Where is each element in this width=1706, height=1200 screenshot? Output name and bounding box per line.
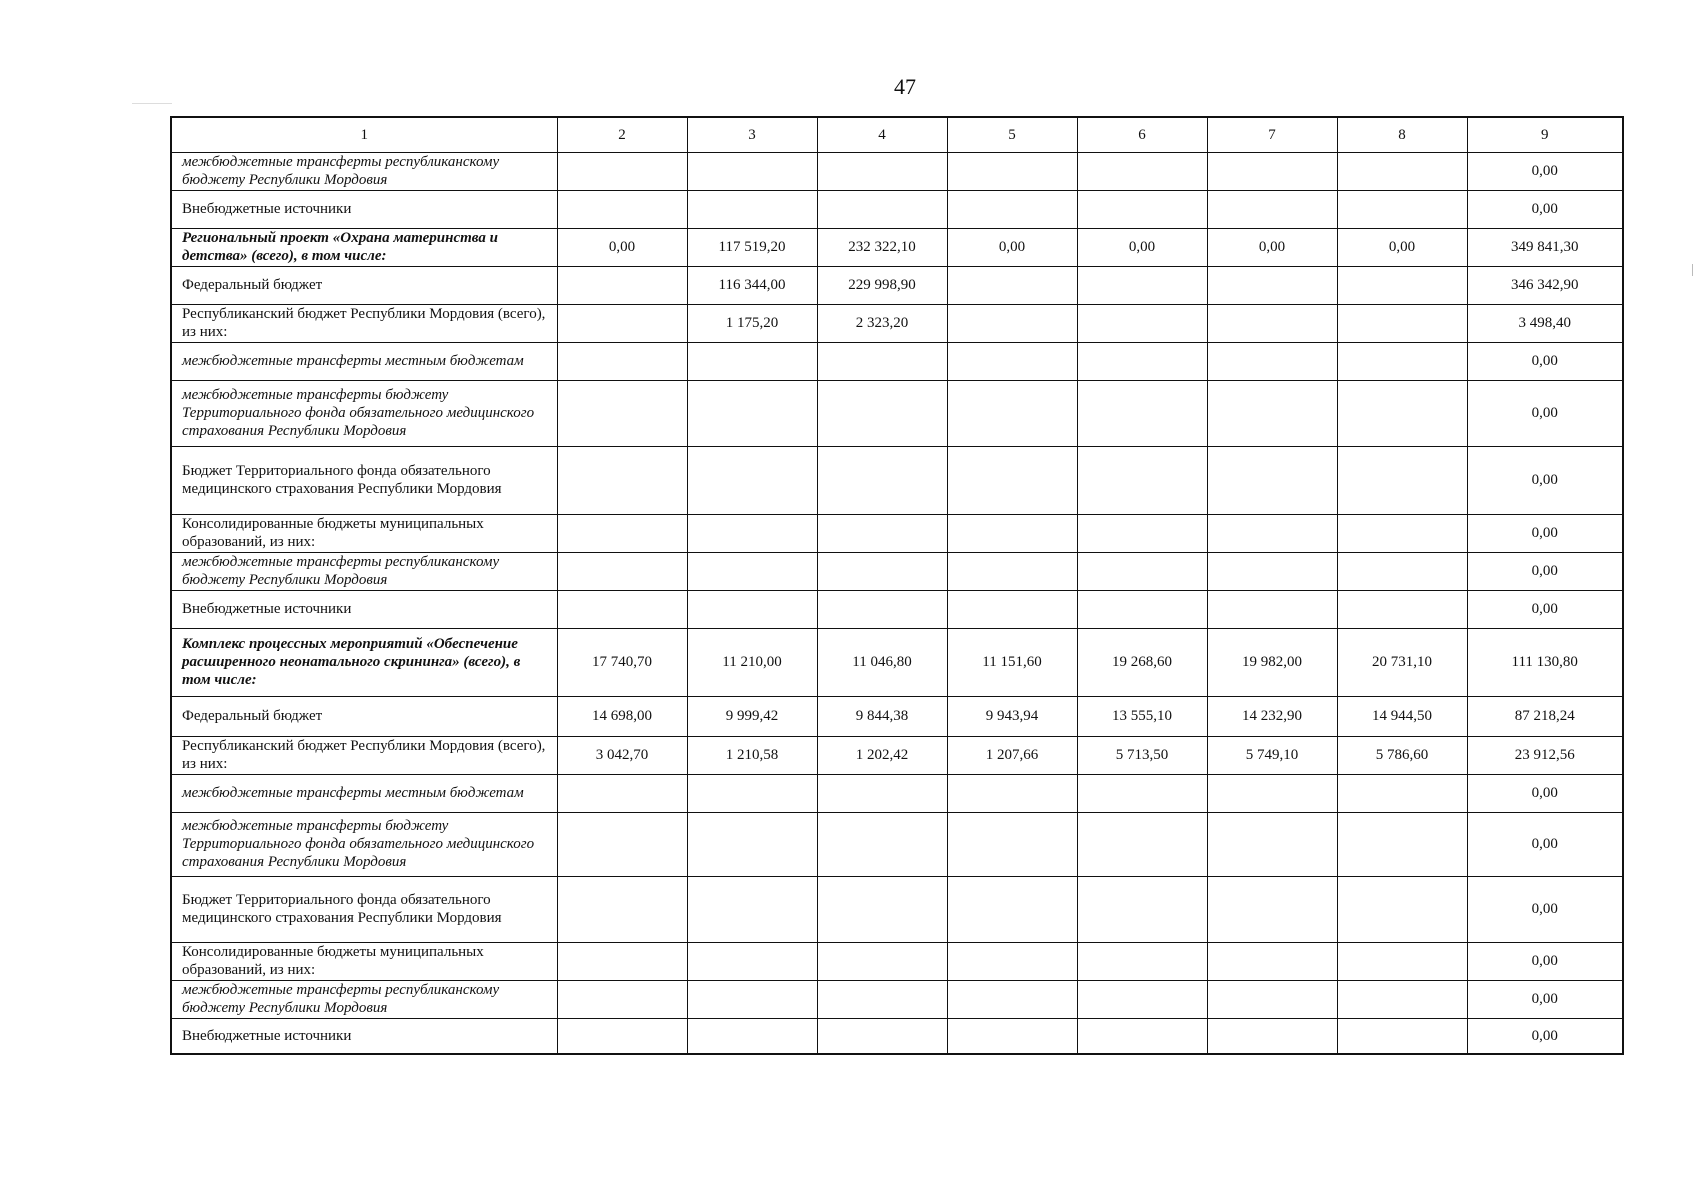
value-cell [687,774,817,812]
value-cell [947,446,1077,514]
value-cell: 1 210,58 [687,736,817,774]
value-cell [1207,304,1337,342]
row-label: межбюджетные трансферты республиканскому бюджету Республики Мордовия [171,152,557,190]
value-cell: 14 944,50 [1337,696,1467,736]
table-row [171,812,1623,876]
value-cell: 0,00 [1467,342,1623,380]
value-cell [557,380,687,446]
value-cell [947,812,1077,876]
value-cell [817,812,947,876]
value-cell: 0,00 [1467,552,1623,590]
value-cell [687,514,817,552]
table-row [171,980,1623,1018]
row-label: Федеральный бюджет [171,266,557,304]
value-cell [687,446,817,514]
value-cell [1207,446,1337,514]
table-row [171,942,1623,980]
value-cell [1337,876,1467,942]
value-cell [1077,876,1207,942]
value-cell [687,342,817,380]
row-label: Комплекс процессных мероприятий «Обеспечение расширенного неонатального скрининга» (всего), в том числе: [171,628,557,696]
value-cell [817,942,947,980]
value-cell [1337,774,1467,812]
value-cell [1207,266,1337,304]
value-cell [1337,190,1467,228]
row-label: межбюджетные трансферты республиканскому бюджету Республики Мордовия [171,980,557,1018]
value-cell [1337,942,1467,980]
row-label: Республиканский бюджет Республики Мордовия (всего), из них: [171,736,557,774]
value-cell [687,980,817,1018]
value-cell: 1 175,20 [687,304,817,342]
header-cell: 4 [817,117,947,152]
value-cell [817,1018,947,1054]
header-cell: 2 [557,117,687,152]
row-label: Внебюджетные источники [171,590,557,628]
value-cell: 0,00 [1467,980,1623,1018]
value-cell [1207,380,1337,446]
value-cell: 3 498,40 [1467,304,1623,342]
value-cell: 11 151,60 [947,628,1077,696]
value-cell [687,380,817,446]
value-cell [557,304,687,342]
value-cell [557,266,687,304]
row-label: Бюджет Территориального фонда обязательного медицинского страхования Республики Мордовия [171,876,557,942]
value-cell [1207,552,1337,590]
value-cell: 349 841,30 [1467,228,1623,266]
value-cell [947,342,1077,380]
value-cell [1337,380,1467,446]
value-cell: 229 998,90 [817,266,947,304]
value-cell: 0,00 [1077,228,1207,266]
table-row [171,552,1623,590]
value-cell [1077,514,1207,552]
value-cell [557,980,687,1018]
row-label: Республиканский бюджет Республики Мордовия (всего), из них: [171,304,557,342]
table-header-row [171,117,1623,152]
value-cell [1077,446,1207,514]
row-label: межбюджетные трансферты бюджету Территориального фонда обязательного медицинского страхования Республики Мордовия [171,812,557,876]
header-cell: 9 [1467,117,1623,152]
header-cell: 7 [1207,117,1337,152]
table-row [171,514,1623,552]
header-cell: 8 [1337,117,1467,152]
value-cell [557,190,687,228]
value-cell: 116 344,00 [687,266,817,304]
value-cell [687,876,817,942]
value-cell: 9 844,38 [817,696,947,736]
table-row [171,628,1623,696]
value-cell [1077,152,1207,190]
value-cell [947,774,1077,812]
table-row [171,590,1623,628]
row-label: Внебюджетные источники [171,190,557,228]
value-cell [1077,942,1207,980]
value-cell [1207,774,1337,812]
value-cell [817,514,947,552]
value-cell [1077,342,1207,380]
row-label: Федеральный бюджет [171,696,557,736]
row-label: межбюджетные трансферты республиканскому бюджету Республики Мордовия [171,552,557,590]
table-row [171,774,1623,812]
table-row [171,190,1623,228]
value-cell [557,152,687,190]
value-cell: 3 042,70 [557,736,687,774]
value-cell [557,1018,687,1054]
value-cell [1207,1018,1337,1054]
value-cell [947,304,1077,342]
value-cell [1207,980,1337,1018]
row-label: Консолидированные бюджеты муниципальных образований, из них: [171,942,557,980]
table-row [171,876,1623,942]
value-cell: 117 519,20 [687,228,817,266]
table-row [171,380,1623,446]
value-cell: 11 210,00 [687,628,817,696]
value-cell [687,590,817,628]
value-cell [687,942,817,980]
header-cell: 3 [687,117,817,152]
value-cell [1077,304,1207,342]
value-cell: 0,00 [1467,152,1623,190]
value-cell: 19 982,00 [1207,628,1337,696]
value-cell: 0,00 [1467,942,1623,980]
value-cell [687,1018,817,1054]
value-cell: 87 218,24 [1467,696,1623,736]
value-cell [1207,590,1337,628]
value-cell: 0,00 [557,228,687,266]
scan-artifact-mark [1692,264,1693,276]
table-row [171,152,1623,190]
header-cell: 6 [1077,117,1207,152]
value-cell [817,446,947,514]
value-cell [947,514,1077,552]
table-row [171,696,1623,736]
value-cell [1337,552,1467,590]
value-cell: 0,00 [1467,190,1623,228]
value-cell [1207,342,1337,380]
value-cell [1337,1018,1467,1054]
value-cell [947,942,1077,980]
value-cell [687,812,817,876]
value-cell [1077,380,1207,446]
value-cell [1077,552,1207,590]
table-row [171,736,1623,774]
value-cell [1077,774,1207,812]
value-cell [817,342,947,380]
value-cell [1207,152,1337,190]
value-cell [947,152,1077,190]
table-row [171,228,1623,266]
value-cell [1337,446,1467,514]
value-cell [1077,266,1207,304]
value-cell [947,380,1077,446]
table-row [171,1018,1623,1054]
value-cell [557,552,687,590]
value-cell: 11 046,80 [817,628,947,696]
value-cell [687,152,817,190]
value-cell: 346 342,90 [1467,266,1623,304]
value-cell [1207,812,1337,876]
value-cell [557,942,687,980]
value-cell: 14 698,00 [557,696,687,736]
value-cell [1337,980,1467,1018]
value-cell [1207,876,1337,942]
scan-artifact-line [132,103,172,104]
value-cell [817,774,947,812]
value-cell [947,876,1077,942]
value-cell: 0,00 [1467,380,1623,446]
budget-table [170,116,1624,1055]
value-cell: 232 322,10 [817,228,947,266]
value-cell: 0,00 [1467,514,1623,552]
value-cell [947,190,1077,228]
value-cell: 5 713,50 [1077,736,1207,774]
value-cell [817,590,947,628]
value-cell [947,590,1077,628]
value-cell: 0,00 [1467,774,1623,812]
value-cell [1337,342,1467,380]
value-cell [557,514,687,552]
value-cell [947,266,1077,304]
value-cell [1077,980,1207,1018]
value-cell [1077,1018,1207,1054]
value-cell [1077,812,1207,876]
value-cell: 0,00 [947,228,1077,266]
value-cell: 0,00 [1467,812,1623,876]
value-cell: 13 555,10 [1077,696,1207,736]
value-cell: 20 731,10 [1337,628,1467,696]
table-row [171,266,1623,304]
value-cell [1207,190,1337,228]
value-cell [557,876,687,942]
value-cell [817,876,947,942]
value-cell [687,552,817,590]
value-cell: 1 207,66 [947,736,1077,774]
value-cell [947,980,1077,1018]
value-cell: 111 130,80 [1467,628,1623,696]
value-cell [557,590,687,628]
value-cell [1337,266,1467,304]
value-cell [1207,514,1337,552]
header-cell: 1 [171,117,557,152]
value-cell: 2 323,20 [817,304,947,342]
value-cell: 9 943,94 [947,696,1077,736]
row-label: межбюджетные трансферты местным бюджетам [171,774,557,812]
value-cell [557,774,687,812]
table-row [171,304,1623,342]
value-cell: 5 749,10 [1207,736,1337,774]
row-label: Консолидированные бюджеты муниципальных образований, из них: [171,514,557,552]
value-cell: 9 999,42 [687,696,817,736]
value-cell [1337,812,1467,876]
row-label: межбюджетные трансферты местным бюджетам [171,342,557,380]
value-cell: 0,00 [1467,446,1623,514]
value-cell: 23 912,56 [1467,736,1623,774]
value-cell [1337,304,1467,342]
value-cell: 0,00 [1467,590,1623,628]
value-cell: 0,00 [1467,1018,1623,1054]
row-label: Региональный проект «Охрана материнства и детства» (всего), в том числе: [171,228,557,266]
value-cell [1207,942,1337,980]
value-cell: 19 268,60 [1077,628,1207,696]
table-row [171,342,1623,380]
page-number: 47 [894,74,916,99]
value-cell: 0,00 [1207,228,1337,266]
value-cell [557,446,687,514]
value-cell [1077,590,1207,628]
value-cell [557,812,687,876]
value-cell [1077,190,1207,228]
value-cell: 0,00 [1337,228,1467,266]
value-cell [1337,514,1467,552]
row-label: Внебюджетные источники [171,1018,557,1054]
row-label: межбюджетные трансферты бюджету Территориального фонда обязательного медицинского страхования Республики Мордовия [171,380,557,446]
value-cell [557,342,687,380]
value-cell [817,380,947,446]
table-row [171,446,1623,514]
value-cell [817,552,947,590]
value-cell [1337,590,1467,628]
value-cell [1337,152,1467,190]
value-cell: 0,00 [1467,876,1623,942]
value-cell: 1 202,42 [817,736,947,774]
value-cell: 5 786,60 [1337,736,1467,774]
value-cell: 14 232,90 [1207,696,1337,736]
value-cell [687,190,817,228]
value-cell [947,552,1077,590]
value-cell: 17 740,70 [557,628,687,696]
row-label: Бюджет Территориального фонда обязательного медицинского страхования Республики Мордовия [171,446,557,514]
value-cell [817,980,947,1018]
value-cell [817,152,947,190]
value-cell [947,1018,1077,1054]
value-cell [817,190,947,228]
header-cell: 5 [947,117,1077,152]
